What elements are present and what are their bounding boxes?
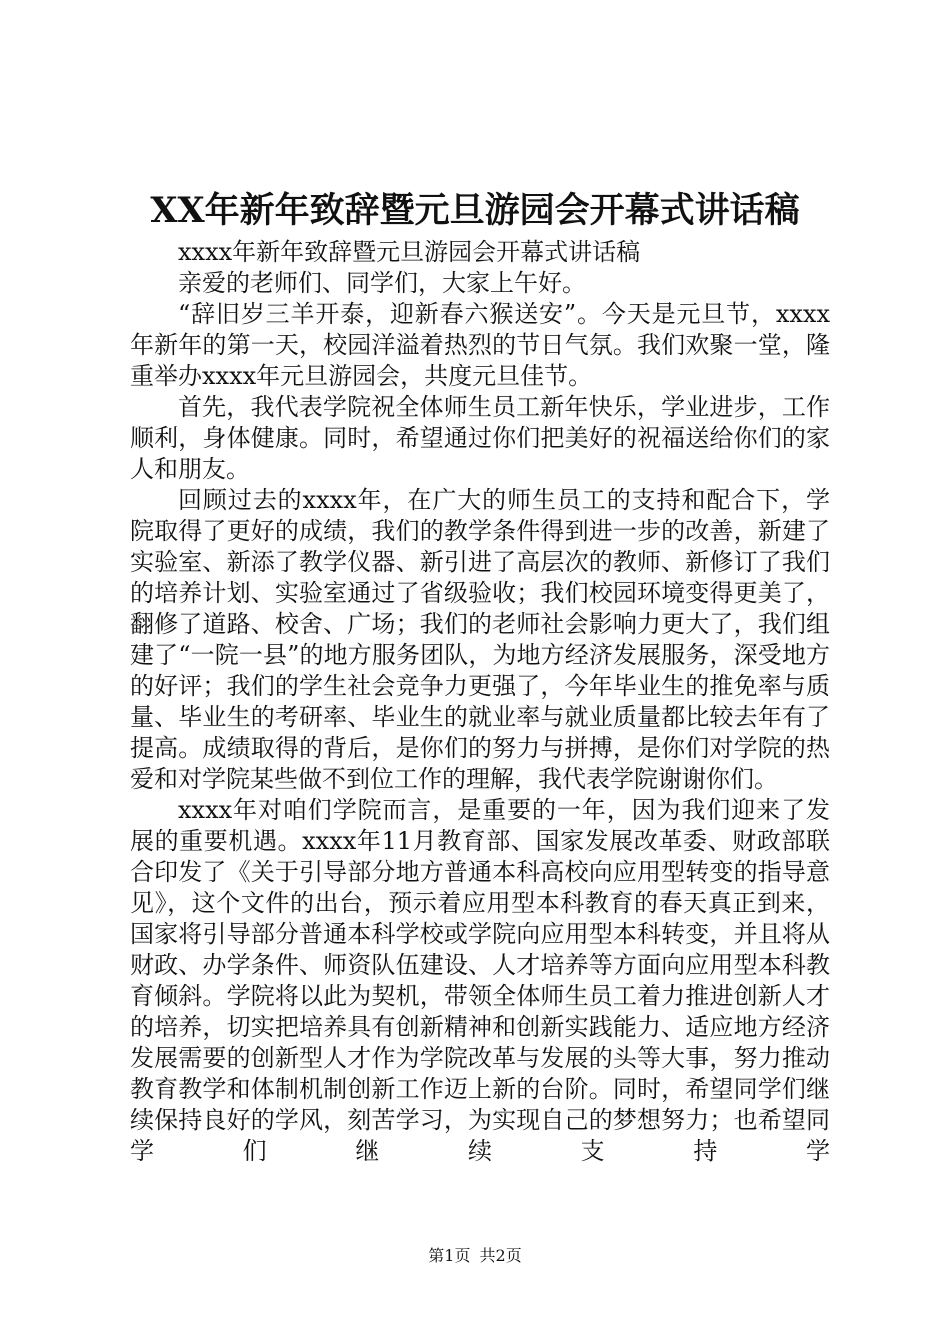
paragraph-opening: “辞旧岁三羊开泰，迎新春六猴送安”。今天是元旦节，xxxx年新年的第一天，校园洋溢着热烈的节日气氛。我们欢聚一堂，隆重举办xxxx年元旦游园会，共度元旦佳节。 [130, 300, 830, 390]
document-body [130, 237, 830, 1167]
page-footer [0, 1246, 950, 1266]
paragraph-opportunity: xxxx年对咱们学院而言，是重要的一年，因为我们迎来了发展的重要机遇。xxxx年11月教育部、国家发展改革委、财政部联合印发了《关于引导部分地方普通本科高校向应用型转变的指导意见》，这个文件的出台，预示着应用型本科教育的春天真正到来，国家将引导部分普通本科学校或学院向应用型本科转变，并且将从财政、办学条件、师资队伍建设、人才培养等方面向应用型本科教育倾斜。学院将以此为契机，带领全体师生员工着力推进创新人才的培养，切实把培养具有创新精神和创新实践能力、适应地方经济发展需要的创新型人才作为学院改革与发展的头等大事，努力推动教育教学和体制机制创新工作迈上新的台阶。同时，希望同学们继续保持良好的学风，刻苦学习，为实现自己的梦想努力；也希望同学们继续支持学 [130, 796, 830, 1165]
paragraph-subtitle: xxxx年新年致辞暨元旦游园会开幕式讲话稿 [178, 238, 641, 266]
paragraph-wishes: 首先，我代表学院祝全体师生员工新年快乐，学业进步，工作顺利，身体健康。同时，希望通过你们把美好的祝福送给你们的家人和朋友。 [130, 393, 830, 483]
page-number-current: 第1页 [428, 1246, 471, 1265]
page-number-total: 共2页 [479, 1246, 522, 1265]
paragraph-review: 回顾过去的xxxx年，在广大的师生员工的支持和配合下，学院取得了更好的成绩，我们的教学条件得到进一步的改善，新建了实验室、新添了教学仪器、新引进了高层次的教师、新修订了我们的培养计划、实验室通过了省级验收；我们校园环境变得更美了，翻修了道路、校舍、广场；我们的老师社会影响力更大了，我们组建了“一院一县”的地方服务团队，为地方经济发展服务，深受地方的好评；我们的学生社会竞争力更强了，今年毕业生的推免率与质量、毕业生的考研率、毕业生的就业率与就业质量都比较去年有了提高。成绩取得的背后，是你们的努力与拼搏，是你们对学院的热爱和对学院某些做不到位工作的理解，我代表学院谢谢你们。 [130, 486, 830, 793]
document-title: XX年新年致辞暨元旦游园会开幕式讲话稿 [150, 190, 800, 231]
paragraph-greeting: 亲爱的老师们、同学们，大家上午好。 [178, 269, 586, 297]
